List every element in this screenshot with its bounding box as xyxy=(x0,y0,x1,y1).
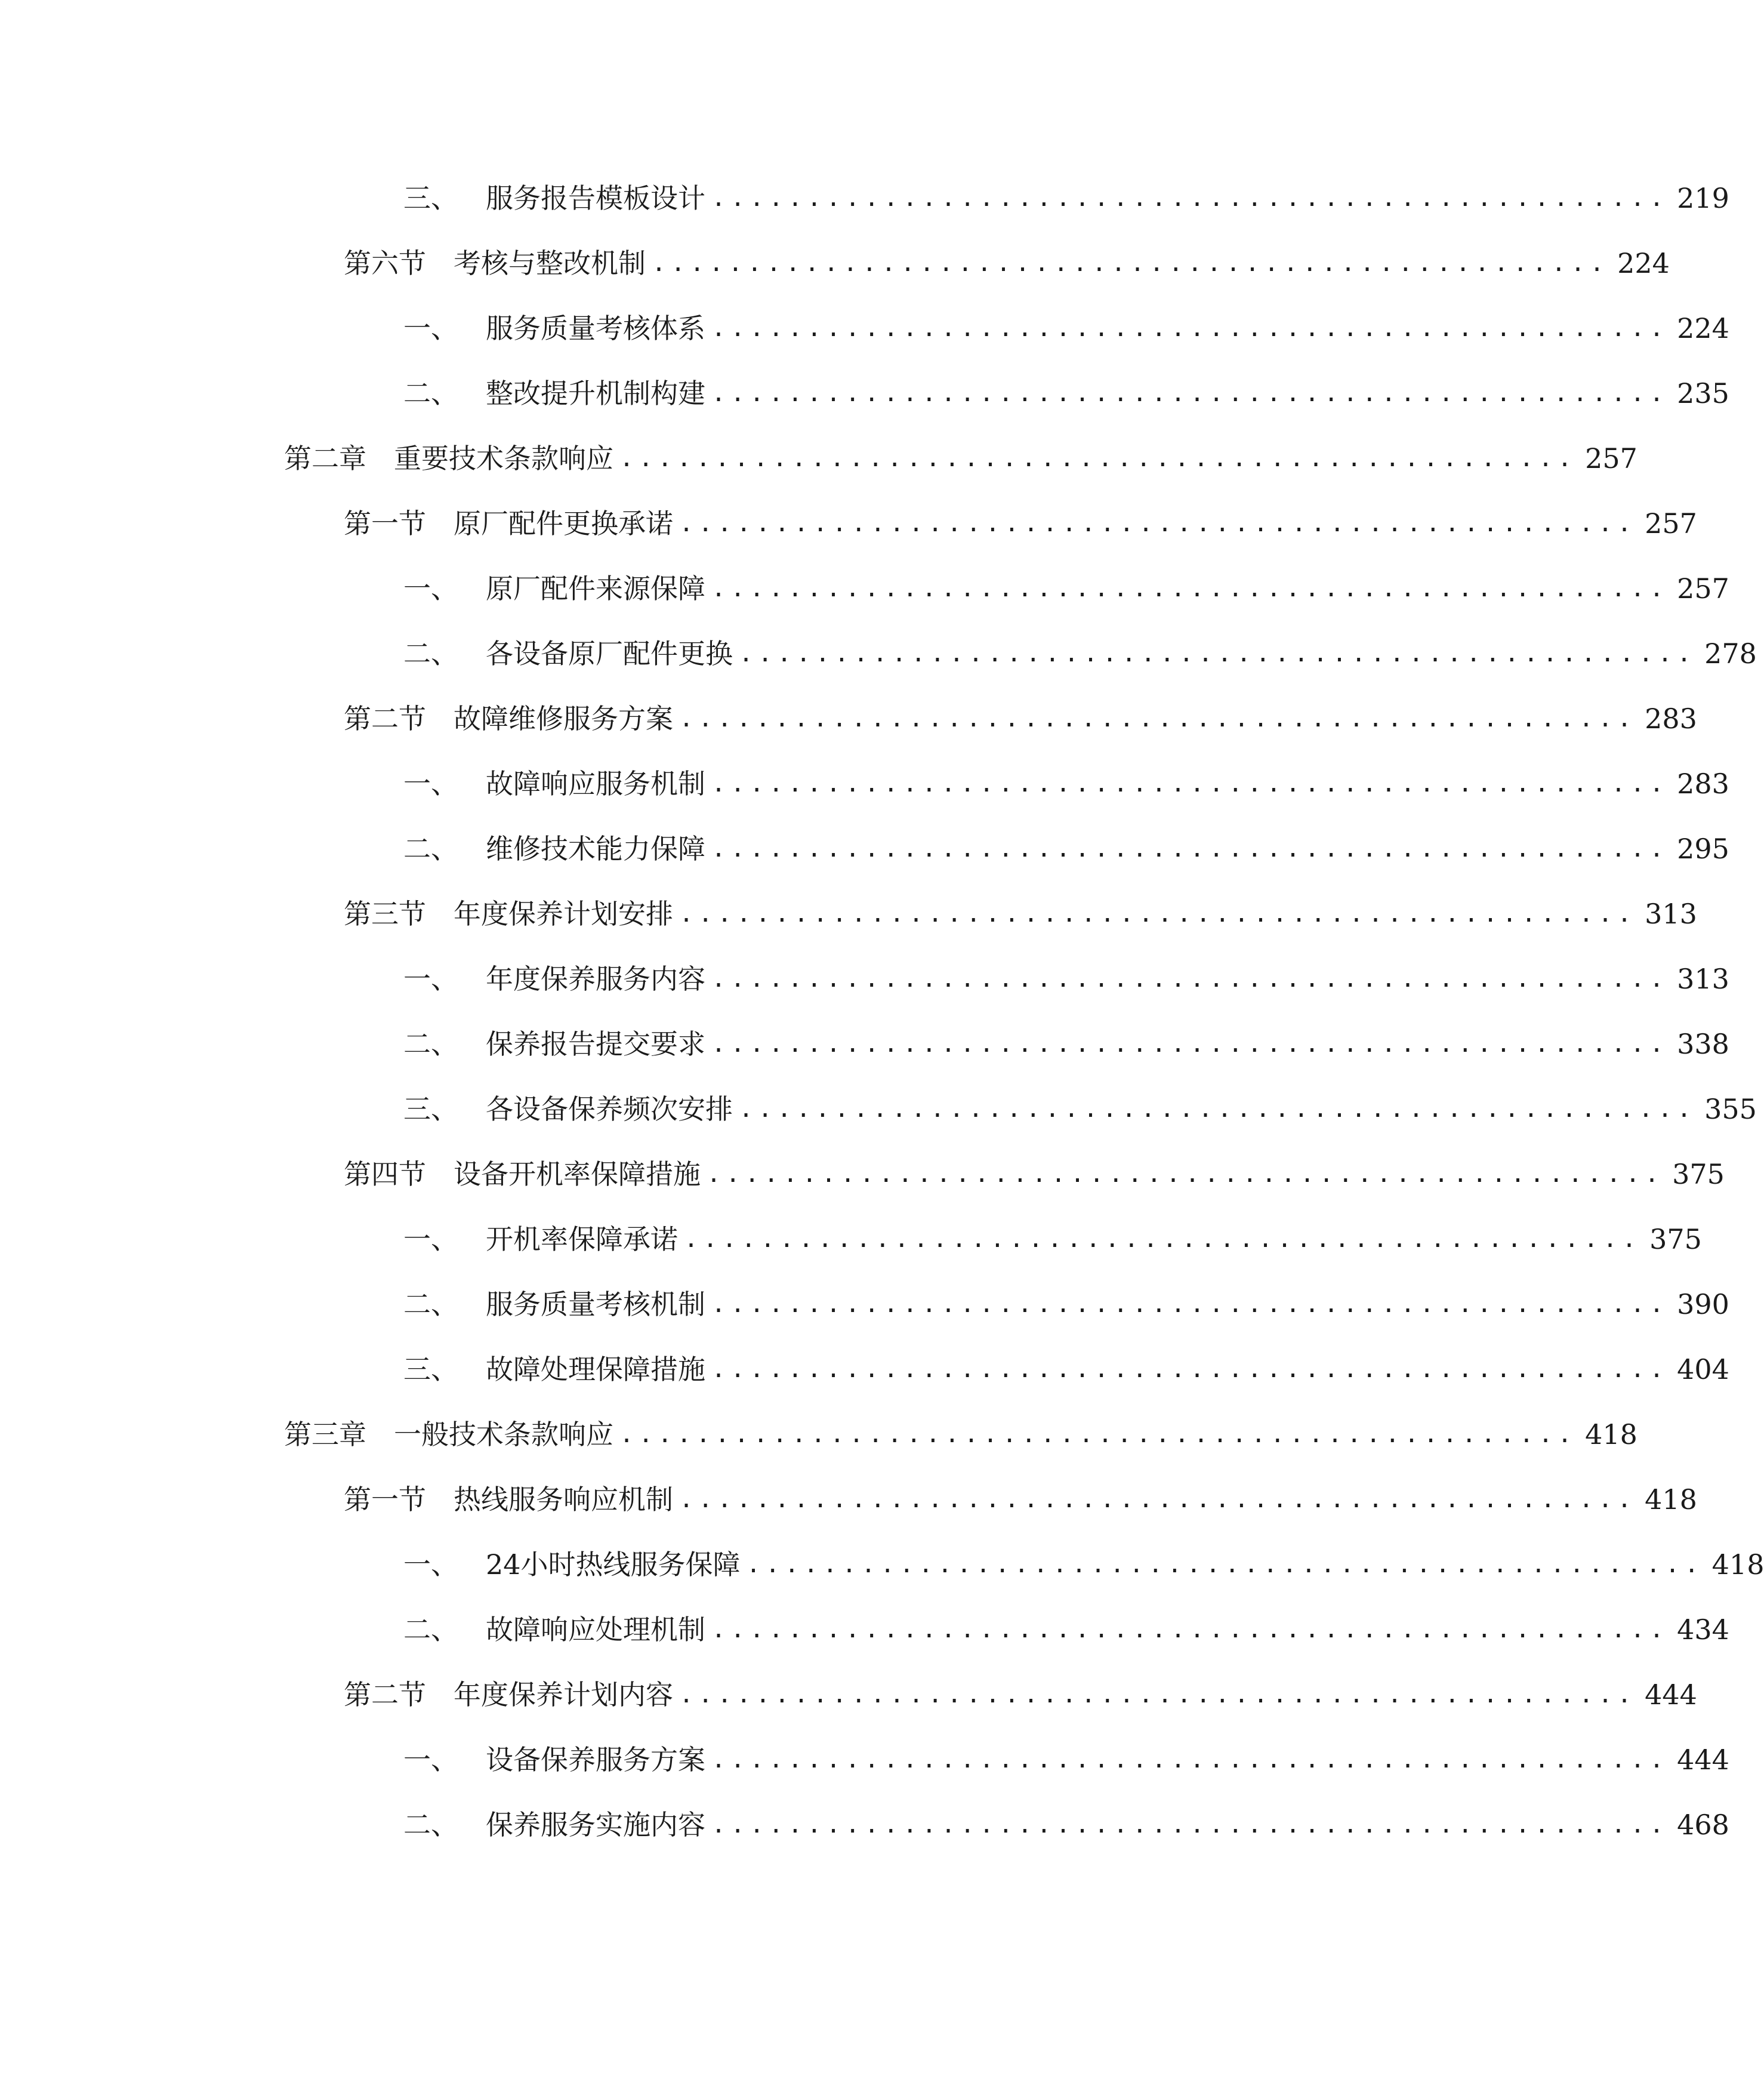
dot-leader: .................................................. xyxy=(739,640,1697,667)
dot-leader: .................................................. xyxy=(711,1811,1669,1839)
toc-entry[interactable] xyxy=(284,1411,1637,1458)
entry-title: 维修技术能力保障 xyxy=(486,833,705,865)
toc-entry[interactable] xyxy=(403,565,1729,612)
entry-number: 一、 xyxy=(403,1548,458,1581)
entry-page-number: 219 xyxy=(1677,182,1729,214)
entry-page-number: 375 xyxy=(1672,1158,1725,1190)
toc-entry[interactable] xyxy=(403,825,1729,873)
entry-number: 二、 xyxy=(403,1809,458,1841)
entry-page-number: 283 xyxy=(1677,768,1729,800)
entry-page-number: 235 xyxy=(1677,377,1729,409)
entry-page-number: 257 xyxy=(1585,442,1637,475)
entry-page-number: 444 xyxy=(1677,1744,1729,1776)
dot-leader: .................................................. xyxy=(746,1551,1704,1578)
dot-leader: .................................................. xyxy=(711,1291,1669,1318)
entry-page-number: 338 xyxy=(1677,1028,1729,1060)
toc-entry[interactable] xyxy=(344,500,1697,547)
toc-entry[interactable] xyxy=(403,1280,1729,1328)
entry-title: 年度保养计划安排 xyxy=(454,898,673,930)
entry-title: 保养报告提交要求 xyxy=(486,1028,705,1060)
entry-number: 第二章 xyxy=(284,442,366,475)
entry-number: 二、 xyxy=(403,1028,458,1060)
dot-leader: .................................................. xyxy=(679,1486,1637,1513)
toc-entry[interactable] xyxy=(344,239,1670,287)
toc-entry[interactable] xyxy=(403,1085,1757,1133)
entry-number: 二、 xyxy=(403,1613,458,1646)
dot-leader: .................................................. xyxy=(679,900,1637,928)
dot-leader: .................................................. xyxy=(711,1356,1669,1383)
entry-title: 保养服务实施内容 xyxy=(486,1809,705,1841)
dot-leader: .................................................. xyxy=(711,1746,1669,1773)
entry-number: 二、 xyxy=(403,377,458,409)
toc-entry[interactable] xyxy=(403,1606,1729,1653)
entry-number: 二、 xyxy=(403,1288,458,1320)
dot-leader: .................................................. xyxy=(711,380,1669,407)
entry-number: 二、 xyxy=(403,638,458,670)
entry-number: 一、 xyxy=(403,572,458,605)
entry-page-number: 404 xyxy=(1677,1353,1729,1385)
toc-entry[interactable] xyxy=(403,304,1729,352)
dot-leader: .................................................. xyxy=(652,250,1609,277)
entry-number: 三、 xyxy=(403,1353,458,1385)
toc-entry[interactable] xyxy=(403,1215,1702,1263)
toc-entry[interactable] xyxy=(403,760,1729,808)
entry-title: 原厂配件来源保障 xyxy=(486,572,705,605)
entry-number: 第三节 xyxy=(344,898,426,930)
toc-entry[interactable] xyxy=(344,695,1697,743)
entry-number: 第二节 xyxy=(344,1679,426,1711)
toc-entry[interactable] xyxy=(284,435,1637,482)
entry-number: 三、 xyxy=(403,182,458,214)
dot-leader: .................................................. xyxy=(679,510,1637,537)
toc-entry[interactable] xyxy=(344,1150,1725,1198)
entry-page-number: 224 xyxy=(1677,312,1729,344)
toc-entry[interactable] xyxy=(403,1801,1729,1849)
dot-leader: .................................................. xyxy=(711,965,1669,993)
toc-entry[interactable] xyxy=(403,1541,1764,1588)
entry-page-number: 434 xyxy=(1677,1613,1729,1646)
entry-title: 开机率保障承诺 xyxy=(486,1223,678,1255)
entry-number: 第一节 xyxy=(344,1483,426,1516)
entry-title: 24小时热线服务保障 xyxy=(486,1548,741,1581)
entry-title: 设备开机率保障措施 xyxy=(454,1158,701,1190)
entry-number: 一、 xyxy=(403,312,458,344)
entry-title: 原厂配件更换承诺 xyxy=(454,507,673,540)
dot-leader: .................................................. xyxy=(711,1616,1669,1643)
dot-leader: .................................................. xyxy=(711,1030,1669,1058)
entry-page-number: 418 xyxy=(1645,1483,1697,1516)
entry-page-number: 355 xyxy=(1704,1093,1757,1125)
entry-title: 故障处理保障措施 xyxy=(486,1353,705,1385)
entry-number: 二、 xyxy=(403,833,458,865)
dot-leader: .................................................. xyxy=(739,1095,1697,1123)
entry-title: 故障响应处理机制 xyxy=(486,1613,705,1646)
entry-title: 一般技术条款响应 xyxy=(394,1418,613,1451)
dot-leader: .................................................. xyxy=(711,575,1669,602)
entry-title: 设备保养服务方案 xyxy=(486,1744,705,1776)
entry-number: 一、 xyxy=(403,963,458,995)
entry-page-number: 313 xyxy=(1645,898,1697,930)
entry-title: 各设备保养频次安排 xyxy=(486,1093,733,1125)
entry-title: 重要技术条款响应 xyxy=(394,442,613,475)
entry-page-number: 390 xyxy=(1677,1288,1729,1320)
entry-page-number: 224 xyxy=(1617,247,1670,279)
entry-title: 服务质量考核机制 xyxy=(486,1288,705,1320)
entry-title: 服务质量考核体系 xyxy=(486,312,705,344)
entry-title: 整改提升机制构建 xyxy=(486,377,705,409)
dot-leader: .................................................. xyxy=(619,445,1577,472)
dot-leader: .................................................. xyxy=(619,1421,1577,1448)
entry-number: 第三章 xyxy=(284,1418,366,1451)
dot-leader: .................................................. xyxy=(707,1160,1664,1188)
entry-title: 故障维修服务方案 xyxy=(454,703,673,735)
entry-page-number: 468 xyxy=(1677,1809,1729,1841)
entry-number: 一、 xyxy=(403,1744,458,1776)
dot-leader: .................................................. xyxy=(679,705,1637,732)
dot-leader: .................................................. xyxy=(711,835,1669,863)
entry-title: 各设备原厂配件更换 xyxy=(486,638,733,670)
entry-page-number: 375 xyxy=(1649,1223,1702,1255)
dot-leader: .................................................. xyxy=(711,315,1669,342)
entry-page-number: 313 xyxy=(1677,963,1729,995)
entry-number: 一、 xyxy=(403,1223,458,1255)
dot-leader: .................................................. xyxy=(679,1681,1637,1708)
toc-entry[interactable] xyxy=(403,1736,1729,1784)
toc-entry[interactable] xyxy=(344,1671,1697,1719)
toc-entry[interactable] xyxy=(403,1020,1729,1068)
toc-entry[interactable] xyxy=(403,1345,1729,1393)
entry-title: 年度保养服务内容 xyxy=(486,963,705,995)
entry-title: 故障响应服务机制 xyxy=(486,768,705,800)
entry-page-number: 295 xyxy=(1677,833,1729,865)
dot-leader: .................................................. xyxy=(684,1225,1642,1253)
entry-number: 第二节 xyxy=(344,703,426,735)
entry-title: 服务报告模板设计 xyxy=(486,182,705,214)
entry-page-number: 418 xyxy=(1585,1418,1637,1451)
entry-page-number: 444 xyxy=(1645,1679,1697,1711)
toc-entry[interactable] xyxy=(344,1476,1697,1523)
entry-number: 第一节 xyxy=(344,507,426,540)
dot-leader: .................................................. xyxy=(711,184,1669,212)
entry-title: 热线服务响应机制 xyxy=(454,1483,673,1516)
entry-page-number: 257 xyxy=(1677,572,1729,605)
entry-page-number: 278 xyxy=(1704,638,1757,670)
toc-entry[interactable] xyxy=(403,174,1729,222)
entry-number: 一、 xyxy=(403,768,458,800)
toc-entry[interactable] xyxy=(344,890,1697,938)
entry-page-number: 257 xyxy=(1645,507,1697,540)
entry-page-number: 418 xyxy=(1711,1548,1764,1581)
dot-leader: .................................................. xyxy=(711,770,1669,797)
toc-entry[interactable] xyxy=(403,955,1729,1003)
entry-number: 三、 xyxy=(403,1093,458,1125)
entry-title: 考核与整改机制 xyxy=(454,247,646,279)
toc-entry[interactable] xyxy=(403,369,1729,417)
entry-title: 年度保养计划内容 xyxy=(454,1679,673,1711)
entry-number: 第六节 xyxy=(344,247,426,279)
entry-page-number: 283 xyxy=(1645,703,1697,735)
entry-number: 第四节 xyxy=(344,1158,426,1190)
toc-entry[interactable] xyxy=(403,630,1757,678)
